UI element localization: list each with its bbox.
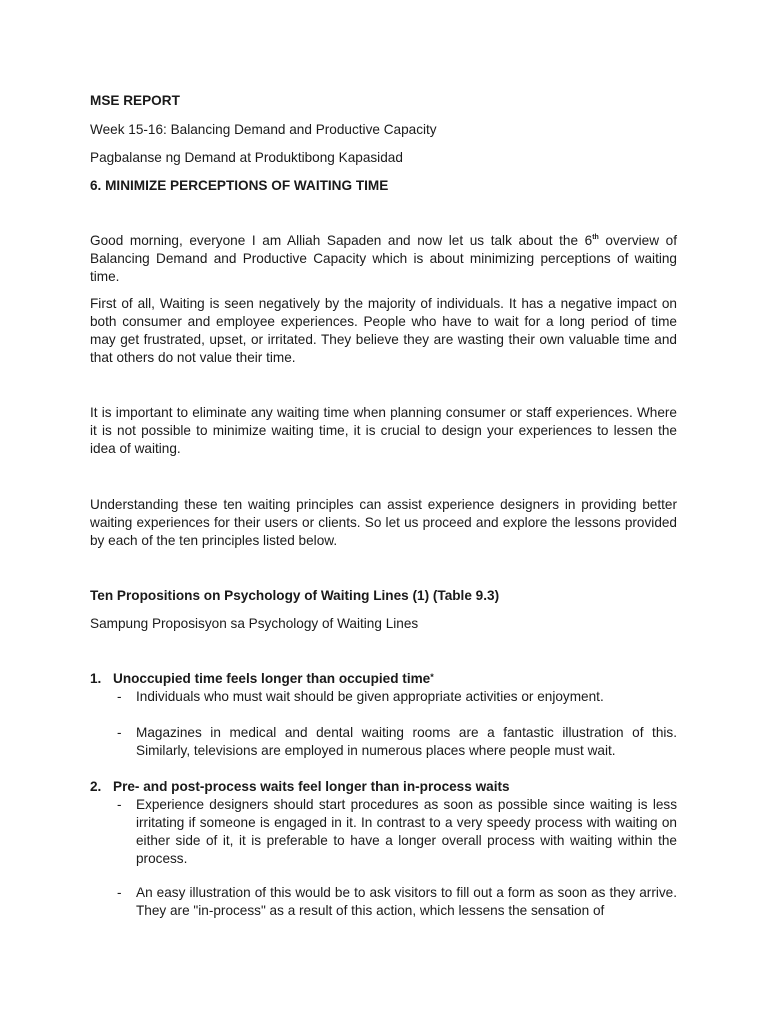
item-title: Pre- and post-process waits feel longer than in-process waits [113, 779, 510, 794]
item-number: 2. [90, 779, 102, 794]
section-title: 6. MINIMIZE PERCEPTIONS OF WAITING TIME [90, 178, 389, 193]
ordinal-suffix: th [592, 234, 599, 241]
report-heading: MSE REPORT [90, 93, 180, 108]
bullet-text: Individuals who must wait should be given appropriate activities or enjoyment. [136, 689, 604, 704]
bullet-dash: - [117, 885, 122, 900]
paragraph-ten-principles: Understanding these ten waiting principles can assist experience designers in providing better waiting experiences for their users or clients. So let us proceed and explore the lessons provided by each of the ten principles listed below. [90, 497, 677, 548]
intro-paragraph: Good morning, everyone I am Alliah Sapaden and now let us talk about the 6th overview of Balancing Demand and Productive Capacity which is about minimizing perceptions of waiting time. [90, 233, 677, 284]
bullet-text: Magazines in medical and dental waiting rooms are a fantastic illustration of this. Similarly, televisions are employed in numerous places where people must wait. [136, 725, 677, 758]
bullet-dash: - [117, 725, 122, 740]
bullet-dash: - [117, 797, 122, 812]
bullet-text: An easy illustration of this would be to ask visitors to fill out a form as soon as they arrive. They are "in-process" as a result of this action, which lessens the sensation of [136, 885, 677, 918]
week-title: Week 15-16: Balancing Demand and Productive Capacity [90, 122, 437, 137]
item-number: 1. [90, 671, 102, 686]
table-title-translation: Sampung Proposisyon sa Psychology of Waiting Lines [90, 616, 419, 631]
bullet-text: Experience designers should start procedures as soon as possible since waiting is less irritating if someone is engaged in it. In contrast to a very speedy process with waiting on either side of it, it is preferable to have a longer overall process with waiting within the process. [136, 797, 677, 866]
paragraph-eliminate-waiting: It is important to eliminate any waiting time when planning consumer or staff experiences. Where it is not possible to minimize waiting time, it is crucial to design your experiences to lessen the idea of waiting. [90, 405, 677, 456]
bullet-dash: - [117, 689, 122, 704]
paragraph-waiting-negative: First of all, Waiting is seen negatively by the majority of individuals. It has a negative impact on both consumer and employee experiences. People who have to wait for a long period of time may get frustrated, upset, or irritated. They believe they are wasting their own valuable time and that others do not value their time. [90, 296, 677, 365]
week-title-translation: Pagbalanse ng Demand at Produktibong Kapasidad [90, 150, 403, 165]
table-title: Ten Propositions on Psychology of Waiting Lines (1) (Table 9.3) [90, 588, 500, 603]
item-title: Unoccupied time feels longer than occupied time* [113, 671, 434, 686]
